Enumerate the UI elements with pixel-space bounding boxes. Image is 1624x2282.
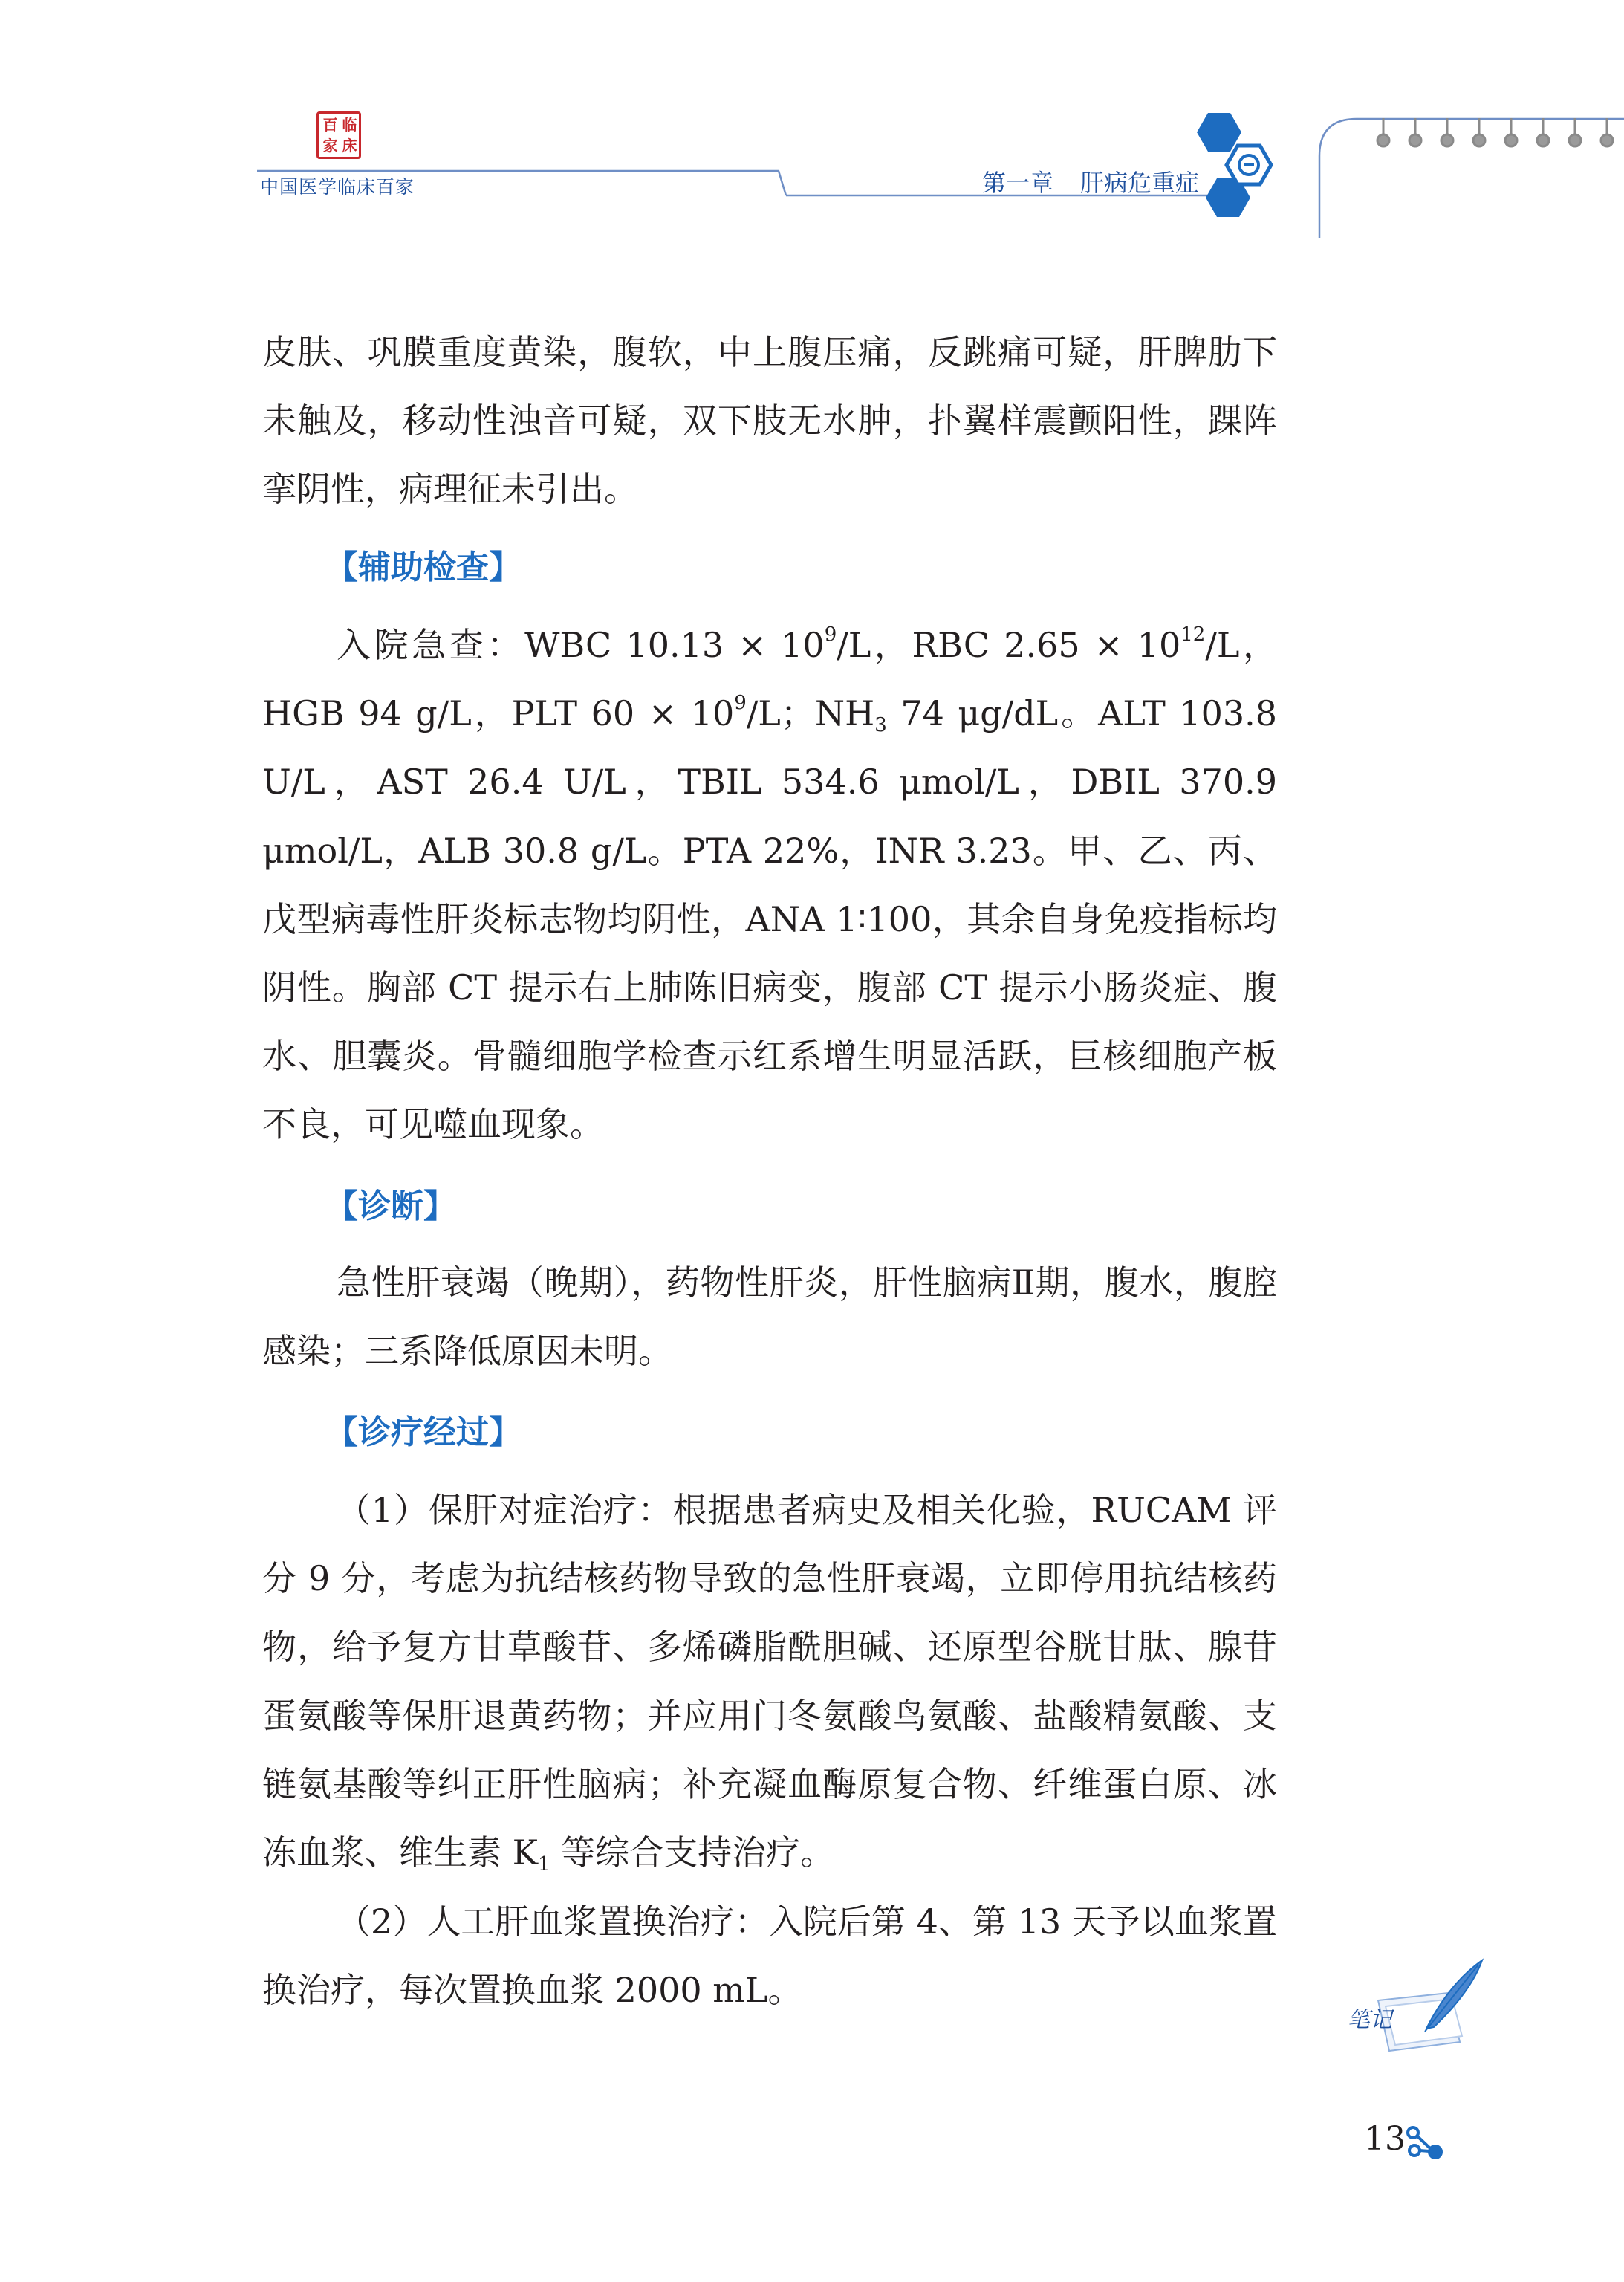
- seal-logo: 百 临 家 床: [316, 111, 361, 159]
- heading-auxiliary-exam: 【辅助检查】: [325, 548, 522, 586]
- notes-label: 笔记: [1348, 2007, 1392, 2033]
- heading-diagnosis: 【诊断】: [325, 1187, 456, 1225]
- binder-rings-icon: [1367, 115, 1624, 152]
- brand-title: 中国医学临床百家: [260, 176, 415, 198]
- page-number: 13: [1364, 2120, 1406, 2158]
- diagnosis-paragraph: 急性肝衰竭（晚期），药物性肝炎，肝性脑病Ⅱ期，腹水，腹腔感染；三系降低原因未明。: [262, 1262, 1277, 1372]
- lab-results-paragraph: 入院急查：WBC $10.13 \times 10^9/L$，RBC $2.65 \times 10^{12}/L$，HGB 94 g/L，PLT $60 \times 10^9/L$；$NH_3$ 74 μg/dL。ALT 103.8 U/L，AST 26.4 U/L，TBIL 534.6 μmol/L，DBIL 370.9 μmol/L，ALB 30.8 g/L。PTA 22%，INR 3.23。甲、乙、丙、戊型病毒性肝炎标志物均阴性，ANA 1∶100，其余自身免疫指标均阴性。胸部 CT 提示右上肺陈旧病变，腹部 CT 提示小肠炎症、腹水、胆囊炎。骨髓细胞学检查示红系增生明显活跃，巨核细胞产板不良，可见噬血现象。: [262, 623, 1277, 1145]
- heading-treatment-course: 【诊疗经过】: [325, 1413, 522, 1451]
- chapter-number: 第一章: [982, 169, 1054, 197]
- treatment-paragraph-1: （1）保肝对症治疗：根据患者病史及相关化验，RUCAM 评分 9 分，考虑为抗结核药物导致的急性肝衰竭，立即停用抗结核药物，给予复方甘草酸苷、多烯磷脂酰胆碱、还原型谷胱甘肽、腺苷蛋氨酸等保肝退黄药物；并应用门冬氨酸鸟氨酸、盐酸精氨酸、支链氨基酸等纠正肝性脑病；补充凝血酶原复合物、纤维蛋白原、冰冻血浆、维生素 $K_1$ 等综合支持治疗。: [262, 1490, 1277, 1876]
- treatment-paragraph-2: （2）人工肝血浆置换治疗：入院后第 4、第 13 天予以血浆置换治疗，每次置换血浆 2000 mL。: [262, 1902, 1277, 2011]
- hexagon-logo-icon: [1187, 110, 1284, 221]
- chapter-name: 肝病危重症: [1080, 169, 1200, 197]
- molecule-icon: [1406, 2124, 1444, 2159]
- notes-quill-icon: [1337, 1954, 1486, 2058]
- physical-exam-paragraph: 皮肤、巩膜重度黄染，腹软，中上腹压痛，反跳痛可疑，肝脾肋下未触及，移动性浊音可疑，双下肢无水肿，扑翼样震颤阳性，踝阵挛阴性，病理征未引出。: [262, 332, 1277, 510]
- chapter-title: [982, 164, 1199, 198]
